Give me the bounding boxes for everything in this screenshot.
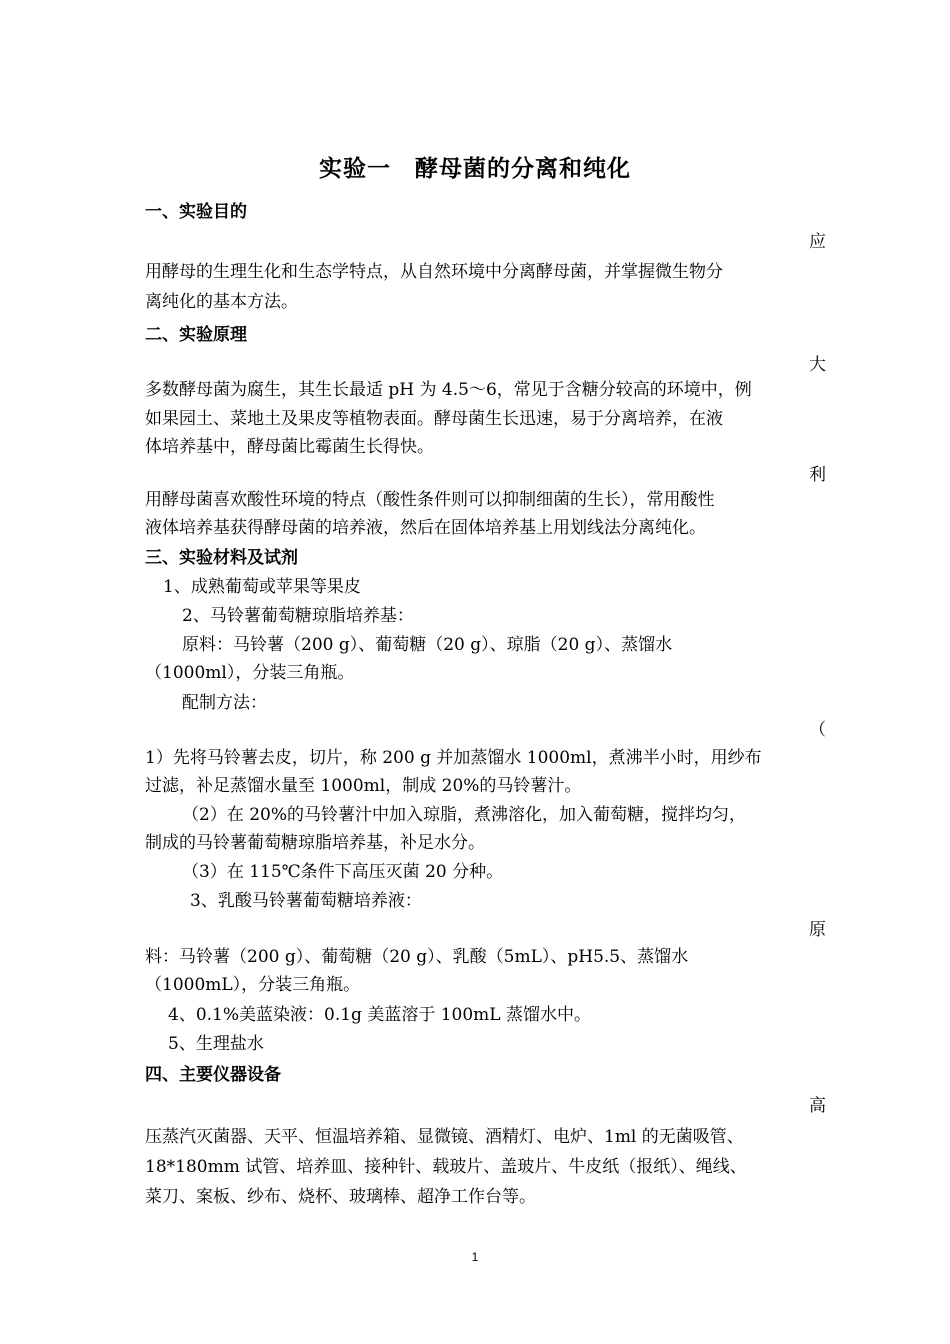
- paragraph-line: 原料：马铃薯（200 g）、葡萄糖（20 g）、琼脂（20 g）、蒸馏水: [182, 635, 673, 655]
- section-heading-principle: 二、实验原理: [145, 325, 247, 345]
- section-heading-equipment: 四、主要仪器设备: [145, 1065, 281, 1085]
- paragraph-line: 用酵母的生理生化和生态学特点，从自然环境中分离酵母菌，并掌握微生物分: [145, 262, 723, 282]
- section-heading-purpose: 一、实验目的: [145, 202, 247, 222]
- paragraph-line: 菜刀、案板、纱布、烧杯、玻璃棒、超净工作台等。: [145, 1187, 536, 1207]
- paragraph-line: （1000mL），分装三角瓶。: [145, 975, 361, 995]
- list-item: 5、生理盐水: [168, 1034, 264, 1054]
- paragraph-line: 如果园土、菜地土及果皮等植物表面。酵母菌生长迅速，易于分离培养，在液: [145, 409, 723, 429]
- paragraph-drop-char: 利: [809, 465, 826, 485]
- paragraph-line: 过滤，补足蒸馏水量至 1000ml，制成 20%的马铃薯汁。: [145, 776, 582, 796]
- paragraph-drop-char: （: [809, 720, 826, 740]
- paragraph-line: 用酵母菌喜欢酸性环境的特点（酸性条件则可以抑制细菌的生长），常用酸性: [145, 490, 715, 510]
- paragraph-drop-char: 原: [809, 920, 826, 940]
- paragraph-line: （3）在 115℃条件下高压灭菌 20 分种。: [182, 862, 504, 882]
- paragraph-drop-char: 高: [809, 1096, 826, 1116]
- paragraph-line: 制成的马铃薯葡萄糖琼脂培养基，补足水分。: [145, 833, 485, 853]
- paragraph-drop-char: 应: [809, 232, 826, 252]
- paragraph-line: 液体培养基获得酵母菌的培养液，然后在固体培养基上用划线法分离纯化。: [145, 518, 706, 538]
- paragraph-line: 配制方法：: [182, 693, 267, 713]
- document-title: 实验一 酵母菌的分离和纯化: [319, 156, 631, 182]
- list-item: 3、乳酸马铃薯葡萄糖培养液：: [190, 891, 422, 911]
- paragraph-line: 料：马铃薯（200 g）、葡萄糖（20 g）、乳酸（5mL）、pH5.5、蒸馏水: [145, 947, 689, 967]
- paragraph-line: 压蒸汽灭菌器、天平、恒温培养箱、显微镜、酒精灯、电炉、1ml 的无菌吸管、: [145, 1127, 744, 1147]
- section-heading-materials: 三、实验材料及试剂: [145, 548, 298, 568]
- paragraph-line: 1）先将马铃薯去皮，切片，称 200 g 并加蒸馏水 1000ml，煮沸半小时，用纱布: [145, 748, 762, 768]
- paragraph-line: （2）在 20%的马铃薯汁中加入琼脂，煮沸溶化，加入葡萄糖，搅拌均匀，: [182, 805, 747, 825]
- list-item: 4、0.1%美蓝染液：0.1g 美蓝溶于 100mL 蒸馏水中。: [168, 1005, 591, 1025]
- paragraph-line: 体培养基中，酵母菌比霉菌生长得快。: [145, 437, 434, 457]
- page-number: 1: [471, 1250, 479, 1264]
- paragraph-line: 多数酵母菌为腐生，其生长最适 pH 为 4.5～6，常见于含糖分较高的环境中，例: [145, 380, 752, 400]
- paragraph-line: （1000ml），分装三角瓶。: [145, 663, 355, 683]
- paragraph-drop-char: 大: [809, 355, 826, 375]
- list-item: 2、马铃薯葡萄糖琼脂培养基：: [182, 606, 414, 626]
- paragraph-line: 离纯化的基本方法。: [145, 292, 298, 312]
- list-item: 1、成熟葡萄或苹果等果皮: [163, 577, 361, 597]
- paragraph-line: 18*180mm 试管、培养皿、接种针、载玻片、盖玻片、牛皮纸（报纸）、绳线、: [145, 1157, 747, 1177]
